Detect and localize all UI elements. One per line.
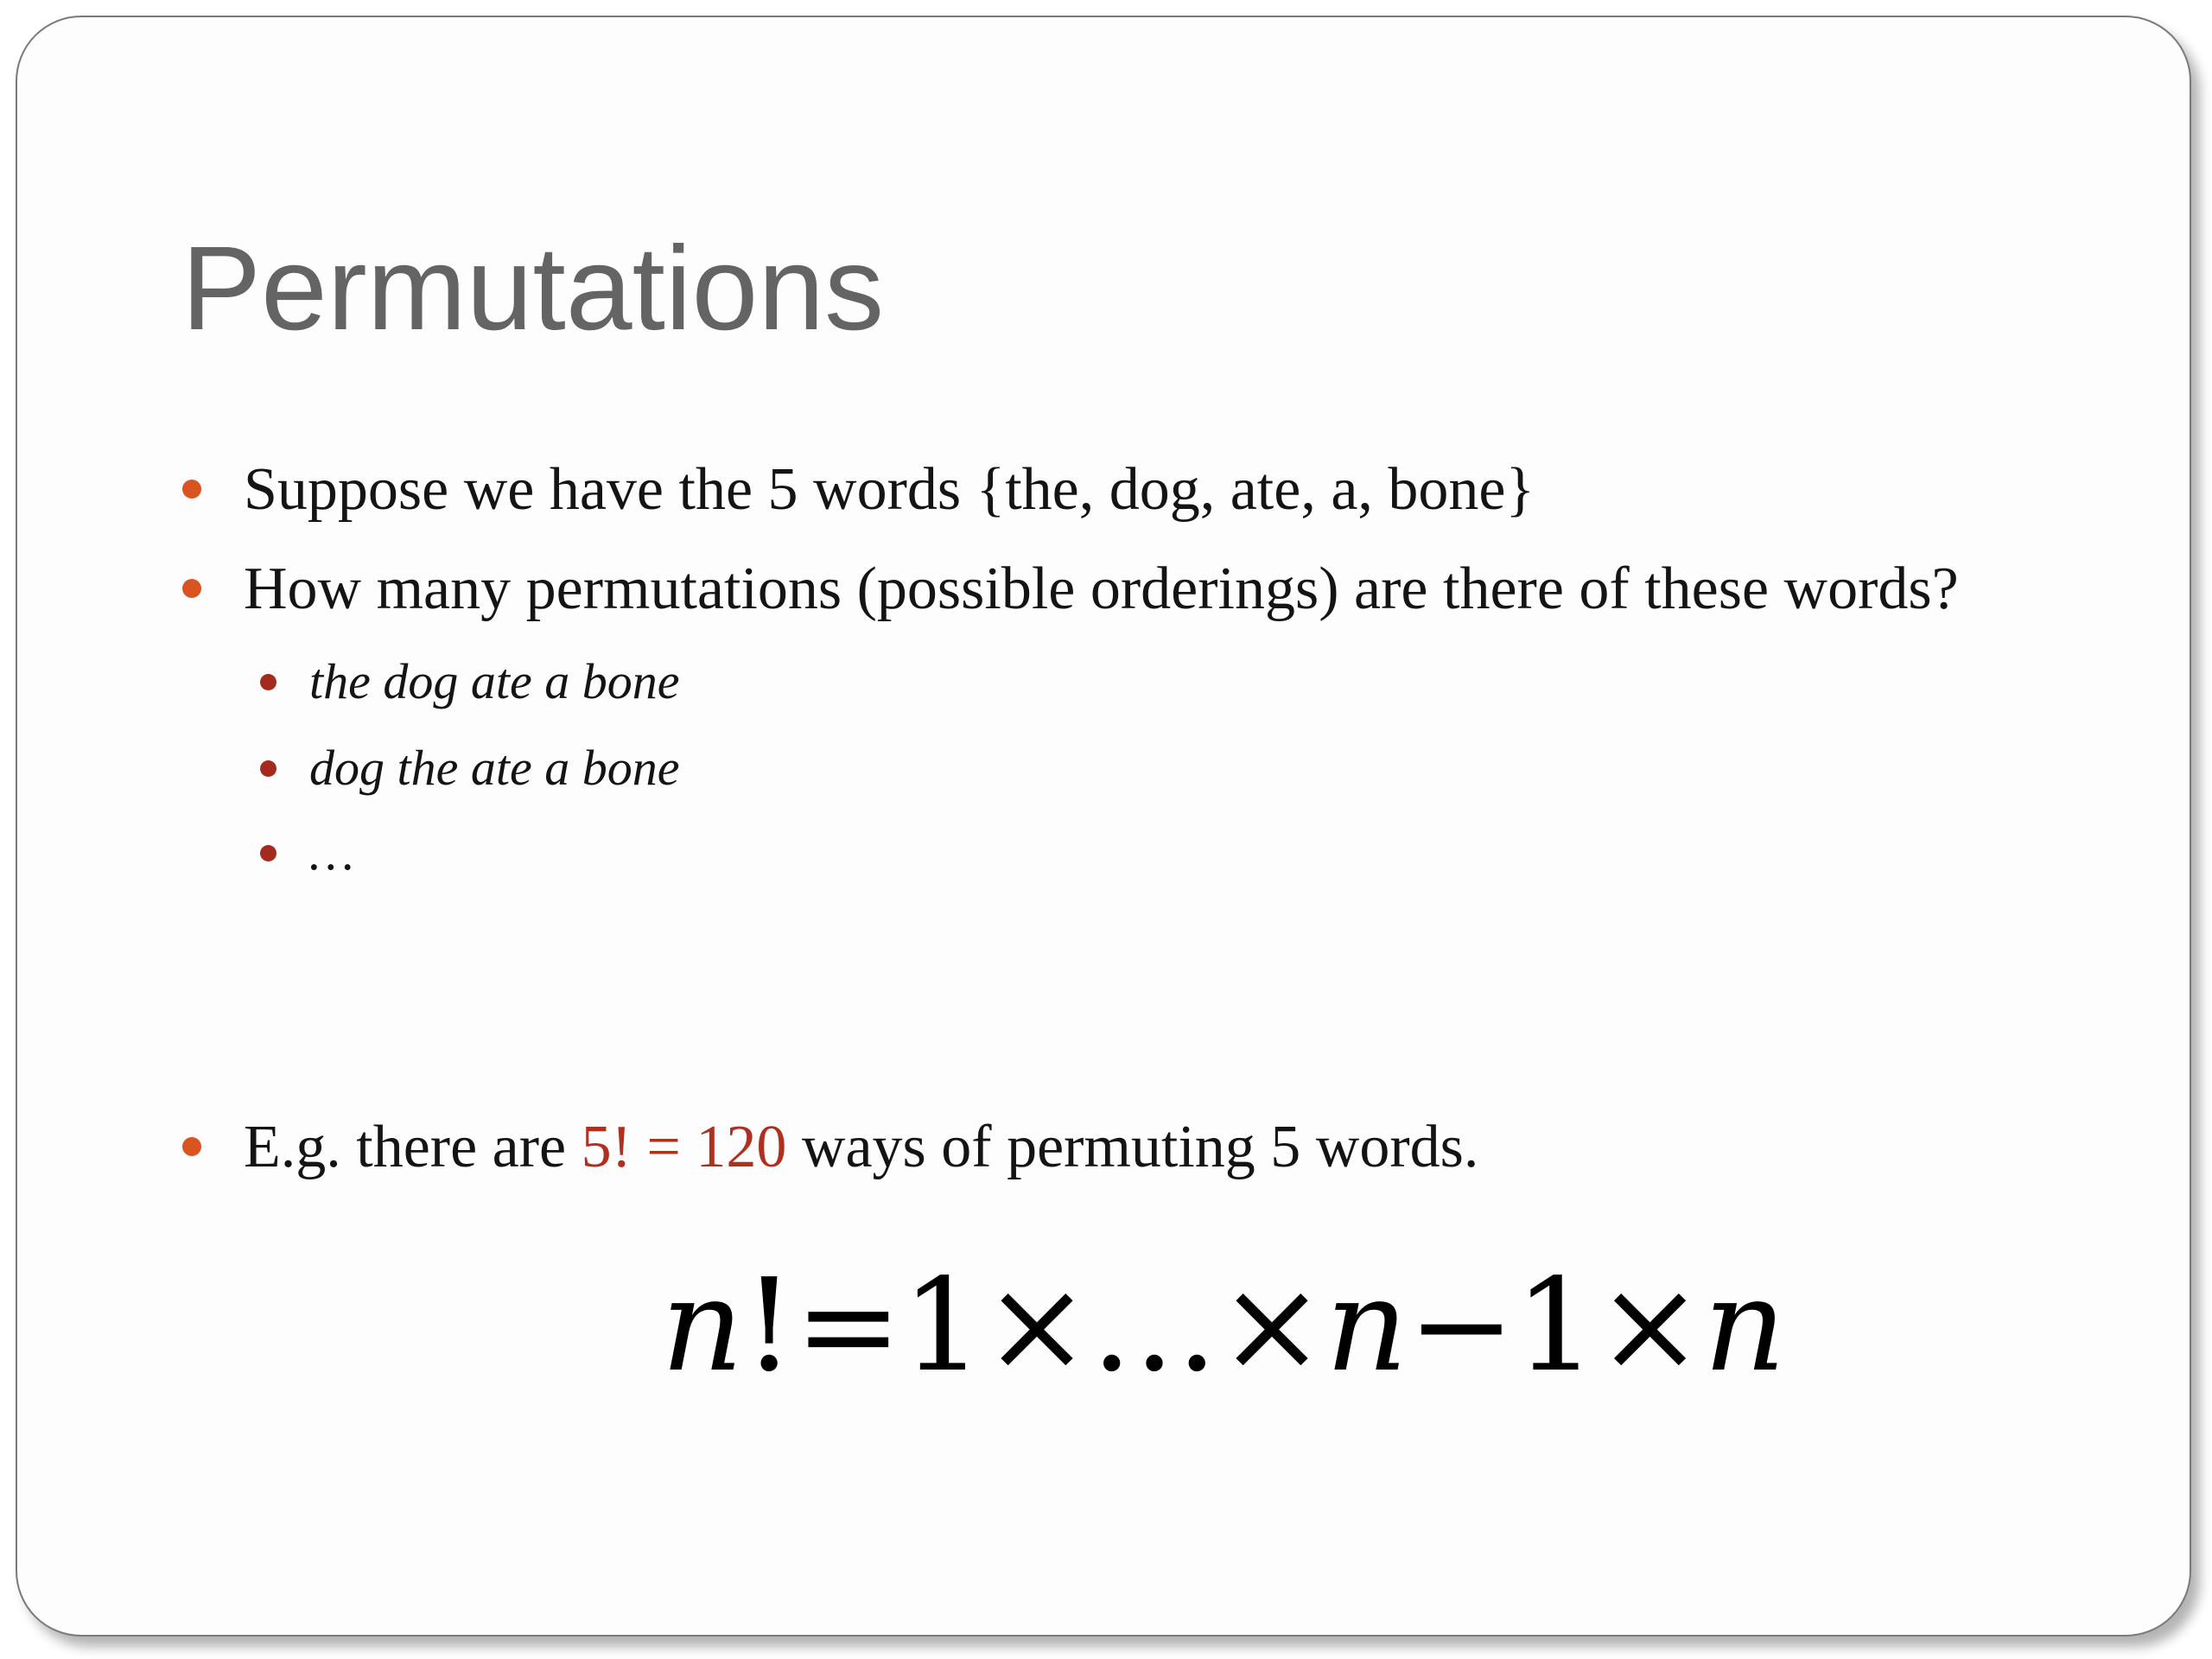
formula-n: n xyxy=(1325,1251,1408,1400)
bullet-how-many: How many permutations (possible orderings) are there of these words? xyxy=(244,556,1959,622)
example-prefix: E.g. there are xyxy=(244,1114,582,1180)
sub-bullet-dot xyxy=(260,674,276,690)
sub-bullet-dot xyxy=(260,845,276,861)
sub-bullet-ellipsis: … xyxy=(309,824,354,880)
sub-bullet-example-1: the dog ate a bone xyxy=(309,653,680,709)
bullet-example xyxy=(244,1114,1479,1180)
slide-title: Permutations xyxy=(181,222,885,355)
formula-n: n xyxy=(1703,1251,1786,1400)
bullet-dot xyxy=(182,480,201,499)
formula-part: !=1×…× xyxy=(743,1251,1325,1400)
formula-n: n xyxy=(661,1251,744,1400)
example-highlight: 5! = 120 xyxy=(581,1114,787,1180)
bullet-dot xyxy=(182,1137,201,1156)
slide xyxy=(16,16,2191,1637)
example-suffix: ways of permuting 5 words. xyxy=(786,1114,1479,1180)
bullet-dot xyxy=(182,579,201,598)
sub-bullet-example-2: dog the ate a bone xyxy=(309,740,680,796)
sub-bullet-dot xyxy=(260,760,276,777)
bullet-suppose: Suppose we have the 5 words {the, dog, ate, a, bone} xyxy=(244,456,1535,523)
factorial-formula xyxy=(661,1251,1786,1400)
formula-part: −1× xyxy=(1408,1251,1704,1400)
